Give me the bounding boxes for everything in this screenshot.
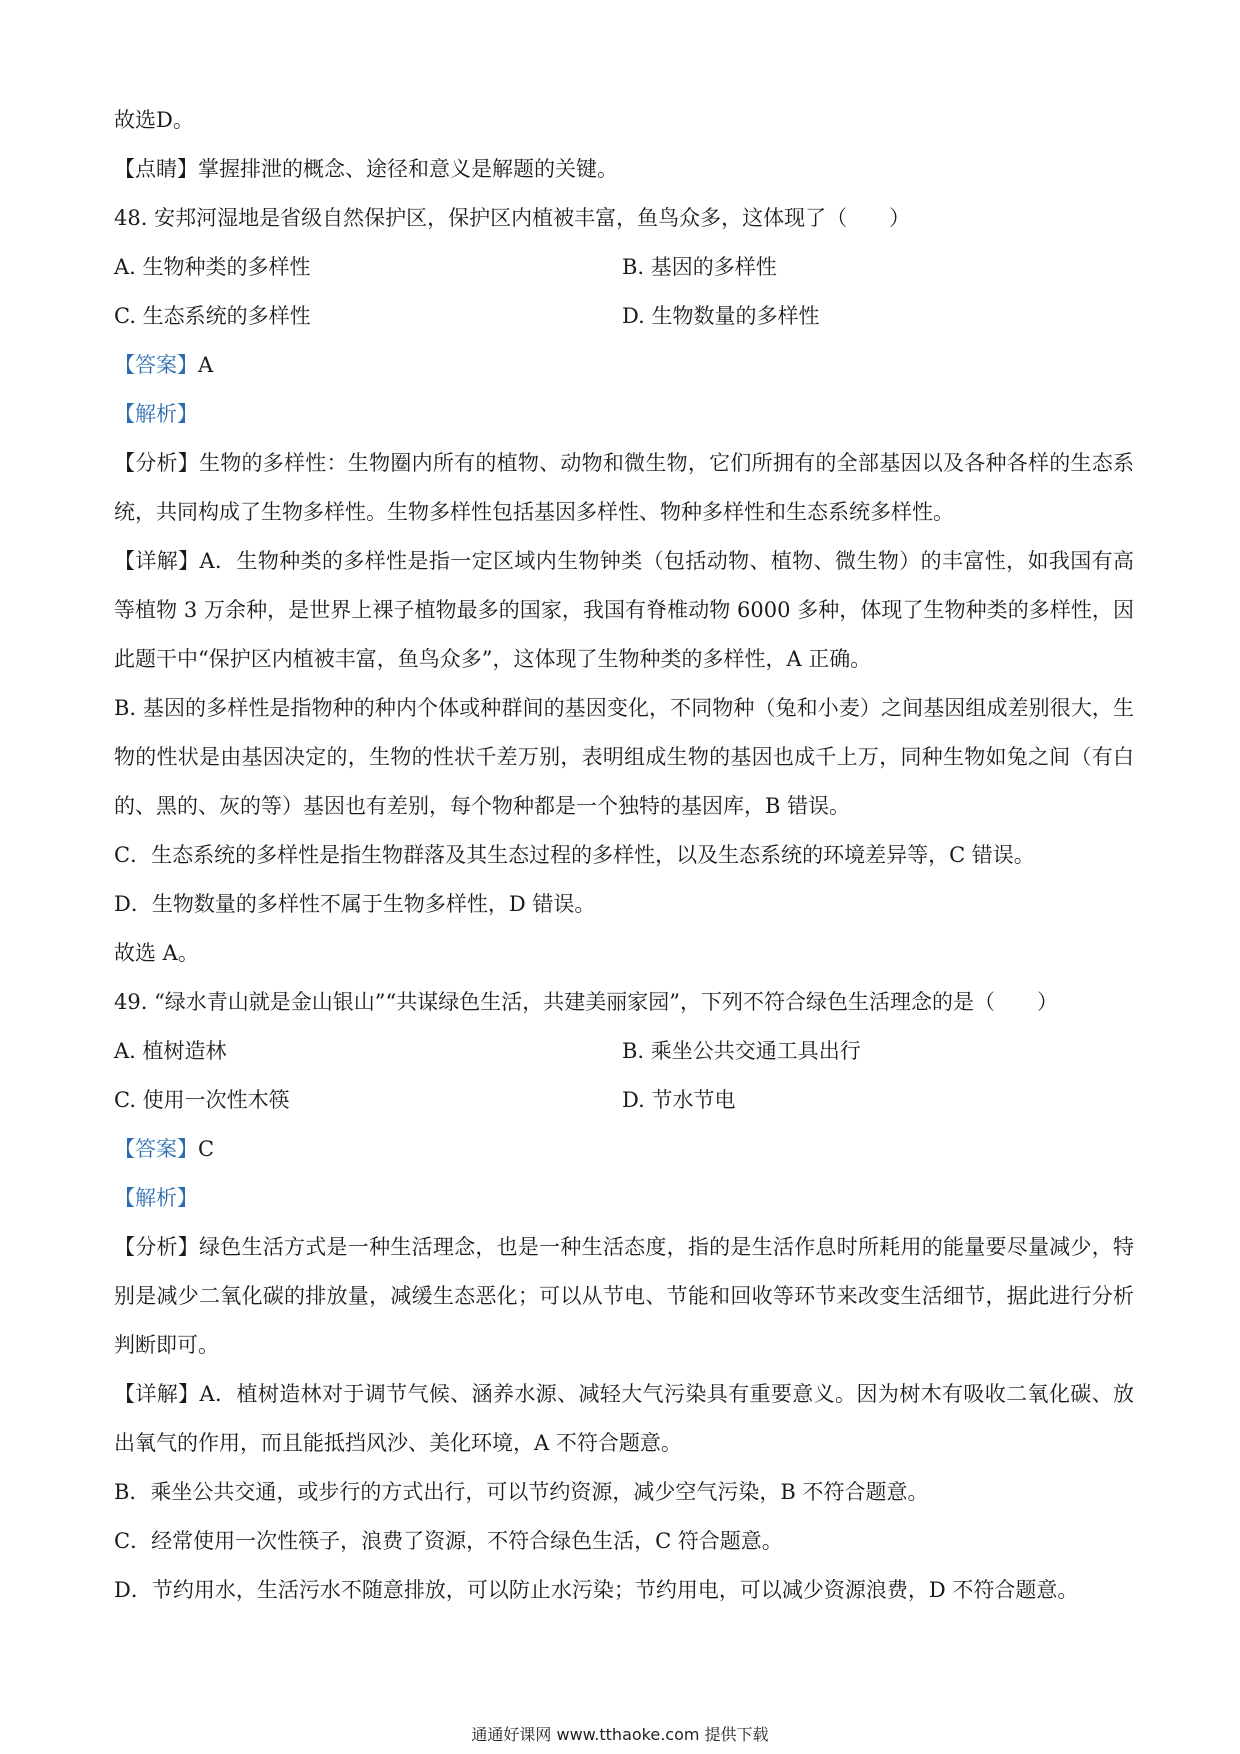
- q48-jiexi-label: 【解析】: [114, 402, 198, 426]
- q49-answer: [114, 1125, 1134, 1174]
- q48-option-b: B. 基因的多样性: [622, 255, 777, 279]
- q49-xiangjie-c: C．经常使用一次性筷子，浪费了资源，不符合绿色生活，C 符合题意。: [114, 1529, 783, 1553]
- q47-conclusion: 故选D。: [114, 108, 194, 132]
- q48-xiangjie-b: B. 基因的多样性是指物种的种内个体或种群间的基因变化，不同物种（兔和小麦）之间基因组成差别很大，生物的性状是由基因决定的，生物的性状千差万别，表明组成生物的基因也成千上万，同种生物如兔之间（有白的、黑的、灰的等）基因也有差别，每个物种都是一个独特的基因库，B 错误。: [114, 696, 1134, 818]
- q48-xiangjie-d: D．生物数量的多样性不属于生物多样性，D 错误。: [114, 892, 596, 916]
- q49-xiangjie-b: B．乘坐公共交通，或步行的方式出行，可以节约资源，减少空气污染，B 不符合题意。: [114, 1480, 929, 1504]
- q48-answer-value: A: [198, 353, 214, 377]
- document-page: [114, 96, 1134, 1615]
- q48-xiangjie-a: 【详解】A．生物种类的多样性是指一定区域内生物钟类（包括动物、植物、微生物）的丰富性，如我国有高等植物 3 万余种，是世界上裸子植物最多的国家，我国有脊椎动物 6000 多种，体现了生物种类的多样性，因此题干中“保护区内植被丰富，鱼鸟众多”，这体现了生物种类的多样性，A 正确。: [114, 549, 1134, 671]
- q49-xiangjie-d: D．节约用水，生活污水不随意排放，可以防止水污染；节约用电，可以减少资源浪费，D 不符合题意。: [114, 1578, 1079, 1602]
- q48-stem: 48. 安邦河湿地是省级自然保护区，保护区内植被丰富，鱼鸟众多，这体现了（ ）: [114, 206, 911, 230]
- q49-option-a: A. 植树造林: [114, 1039, 227, 1063]
- q48-option-c: C. 生态系统的多样性: [114, 304, 311, 328]
- q49-option-b: B. 乘坐公共交通工具出行: [622, 1039, 861, 1063]
- q49-answer-label: 【答案】: [114, 1137, 198, 1161]
- q48-option-d: D. 生物数量的多样性: [622, 304, 820, 328]
- q49-option-c: C. 使用一次性木筷: [114, 1088, 290, 1112]
- q49-jiexi-label: 【解析】: [114, 1186, 198, 1210]
- q49-options-row-2: [114, 1076, 1134, 1125]
- q49-options-row-1: [114, 1027, 1134, 1076]
- q48-options-row-2: [114, 292, 1134, 341]
- q47-dianjing: 【点睛】掌握排泄的概念、途径和意义是解题的关键。: [114, 157, 618, 181]
- q48-fenxi: 【分析】生物的多样性：生物圈内所有的植物、动物和微生物，它们所拥有的全部基因以及各种各样的生态系统，共同构成了生物多样性。生物多样性包括基因多样性、物种多样性和生态系统多样性。: [114, 451, 1134, 524]
- q48-answer-label: 【答案】: [114, 353, 198, 377]
- q49-answer-value: C: [198, 1137, 215, 1161]
- q49-fenxi: 【分析】绿色生活方式是一种生活理念，也是一种生活态度，指的是生活作息时所耗用的能量要尽量减少，特别是减少二氧化碳的排放量，减缓生态恶化；可以从节电、节能和回收等环节来改变生活细节，据此进行分析判断即可。: [114, 1235, 1134, 1357]
- q48-option-a: A. 生物种类的多样性: [114, 255, 311, 279]
- q48-conclusion: 故选 A。: [114, 941, 199, 965]
- q48-answer: [114, 341, 1134, 390]
- q49-stem: 49. “绿水青山就是金山银山”“共谋绿色生活，共建美丽家园”，下列不符合绿色生活理念的是（ ）: [114, 990, 1059, 1014]
- q49-xiangjie-a: 【详解】A．植树造林对于调节气候、涵养水源、减轻大气污染具有重要意义。因为树木有吸收二氧化碳、放出氧气的作用，而且能抵挡风沙、美化环境，A 不符合题意。: [114, 1382, 1134, 1455]
- q49-option-d: D. 节水节电: [622, 1088, 736, 1112]
- page-footer: 通通好课网 www.tthaoke.com 提供下载: [471, 1725, 769, 1744]
- q48-options-row-1: [114, 243, 1134, 292]
- q48-xiangjie-c: C．生态系统的多样性是指生物群落及其生态过程的多样性，以及生态系统的环境差异等，C 错误。: [114, 843, 1035, 867]
